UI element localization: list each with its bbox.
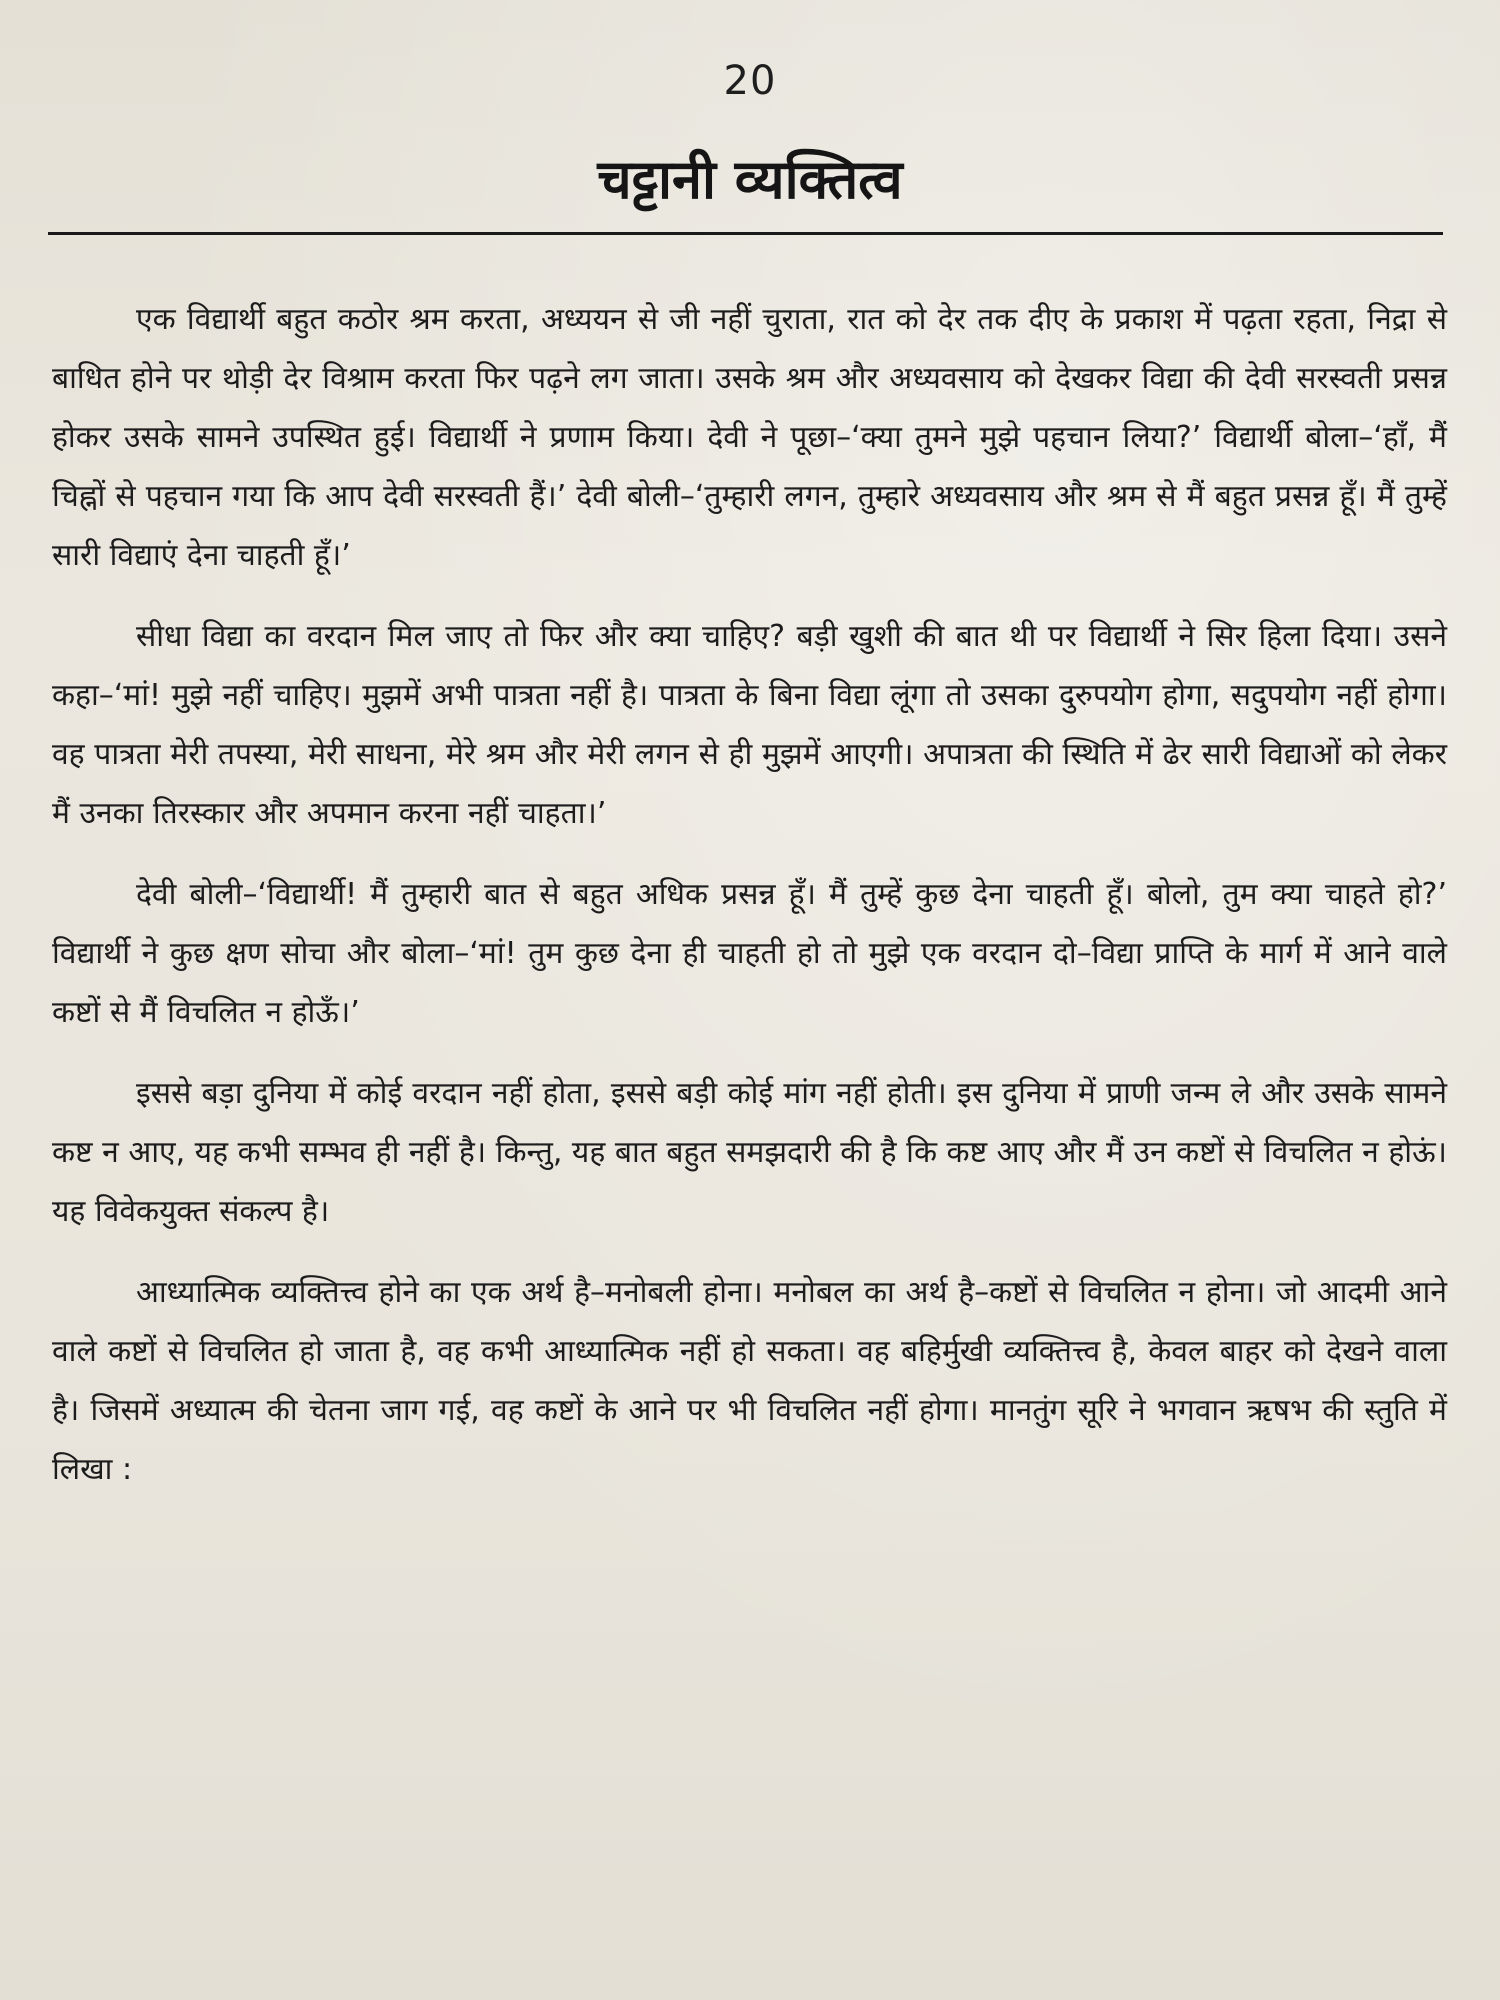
chapter-title: चट्टानी व्यक्तित्व — [597, 148, 903, 211]
page-number: 20 — [723, 58, 777, 104]
paragraph-2: सीधा विद्या का वरदान मिल जाए तो फिर और क्या चाहिए? बड़ी खुशी की बात थी पर विद्यार्थी ने सिर हिला दिया। उसने कहा–‘मां! मुझे नहीं चाहिए। मुझमें अभी पात्रता नहीं है। पात्रता के बिना विद्या लूंगा तो उसका दुरुपयोग होगा, सदुपयोग नहीं होगा। वह पात्रता मेरी तपस्या, मेरी साधना, मेरे श्रम और मेरी लगन से ही मुझमें आएगी। अपात्रता की स्थिति में ढेर सारी विद्याओं को लेकर मैं उनका तिरस्कार और अपमान करना नहीं चाहता।’ — [52, 619, 1447, 831]
title-rule — [48, 232, 1443, 235]
paragraph-1: एक विद्यार्थी बहुत कठोर श्रम करता, अध्ययन से जी नहीं चुराता, रात को देर तक दीए के प्रकाश में पढ़ता रहता, निद्रा से बाधित होने पर थोड़ी देर विश्राम करता फिर पढ़ने लग जाता। उसके श्रम और अध्यवसाय को देखकर विद्या की देवी सरस्वती प्रसन्न होकर उसके सामने उपस्थित हुई। विद्यार्थी ने प्रणाम किया। देवी ने पूछा–‘क्या तुमने मुझे पहचान लिया?’ विद्यार्थी बोला–‘हाँ, मैं चिह्नों से पहचान गया कि आप देवी सरस्वती हैं।’ देवी बोली–‘तुम्हारी लगन, तुम्हारे अध्यवसाय और श्रम से मैं बहुत प्रसन्न हूँ। मैं तुम्हें सारी विद्याएं देना चाहती हूँ।’ — [52, 302, 1447, 573]
body-text — [52, 290, 1447, 1521]
paragraph-4: इससे बड़ा दुनिया में कोई वरदान नहीं होता, इससे बड़ी कोई मांग नहीं होती। इस दुनिया में प्राणी जन्म ले और उसके सामने कष्ट न आए, यह कभी सम्भव ही नहीं है। किन्तु, यह बात बहुत समझदारी की है कि कष्ट आए और मैं उन कष्टों से विचलित न होऊं। यह विवेकयुक्त संकल्प है। — [52, 1076, 1447, 1229]
paragraph-3: देवी बोली–‘विद्यार्थी! मैं तुम्हारी बात से बहुत अधिक प्रसन्न हूँ। मैं तुम्हें कुछ देना चाहती हूँ। बोलो, तुम क्या चाहते हो?’ विद्यार्थी ने कुछ क्षण सोचा और बोला–‘मां! तुम कुछ देना ही चाहती हो तो मुझे एक वरदान दो–विद्या प्राप्ति के मार्ग में आने वाले कष्टों से मैं विचलित न होऊँ।’ — [52, 877, 1447, 1030]
paragraph-5: आध्यात्मिक व्यक्तित्त्व होने का एक अर्थ है–मनोबली होना। मनोबल का अर्थ है–कष्टों से विचलित न होना। जो आदमी आने वाले कष्टों से विचलित हो जाता है, वह कभी आध्यात्मिक नहीं हो सकता। वह बहिर्मुखी व्यक्तित्त्व है, केवल बाहर को देखने वाला है। जिसमें अध्यात्म की चेतना जाग गई, वह कष्टों के आने पर भी विचलित नहीं होगा। मानतुंग सूरि ने भगवान ऋषभ की स्तुति में लिखा : — [52, 1275, 1447, 1487]
